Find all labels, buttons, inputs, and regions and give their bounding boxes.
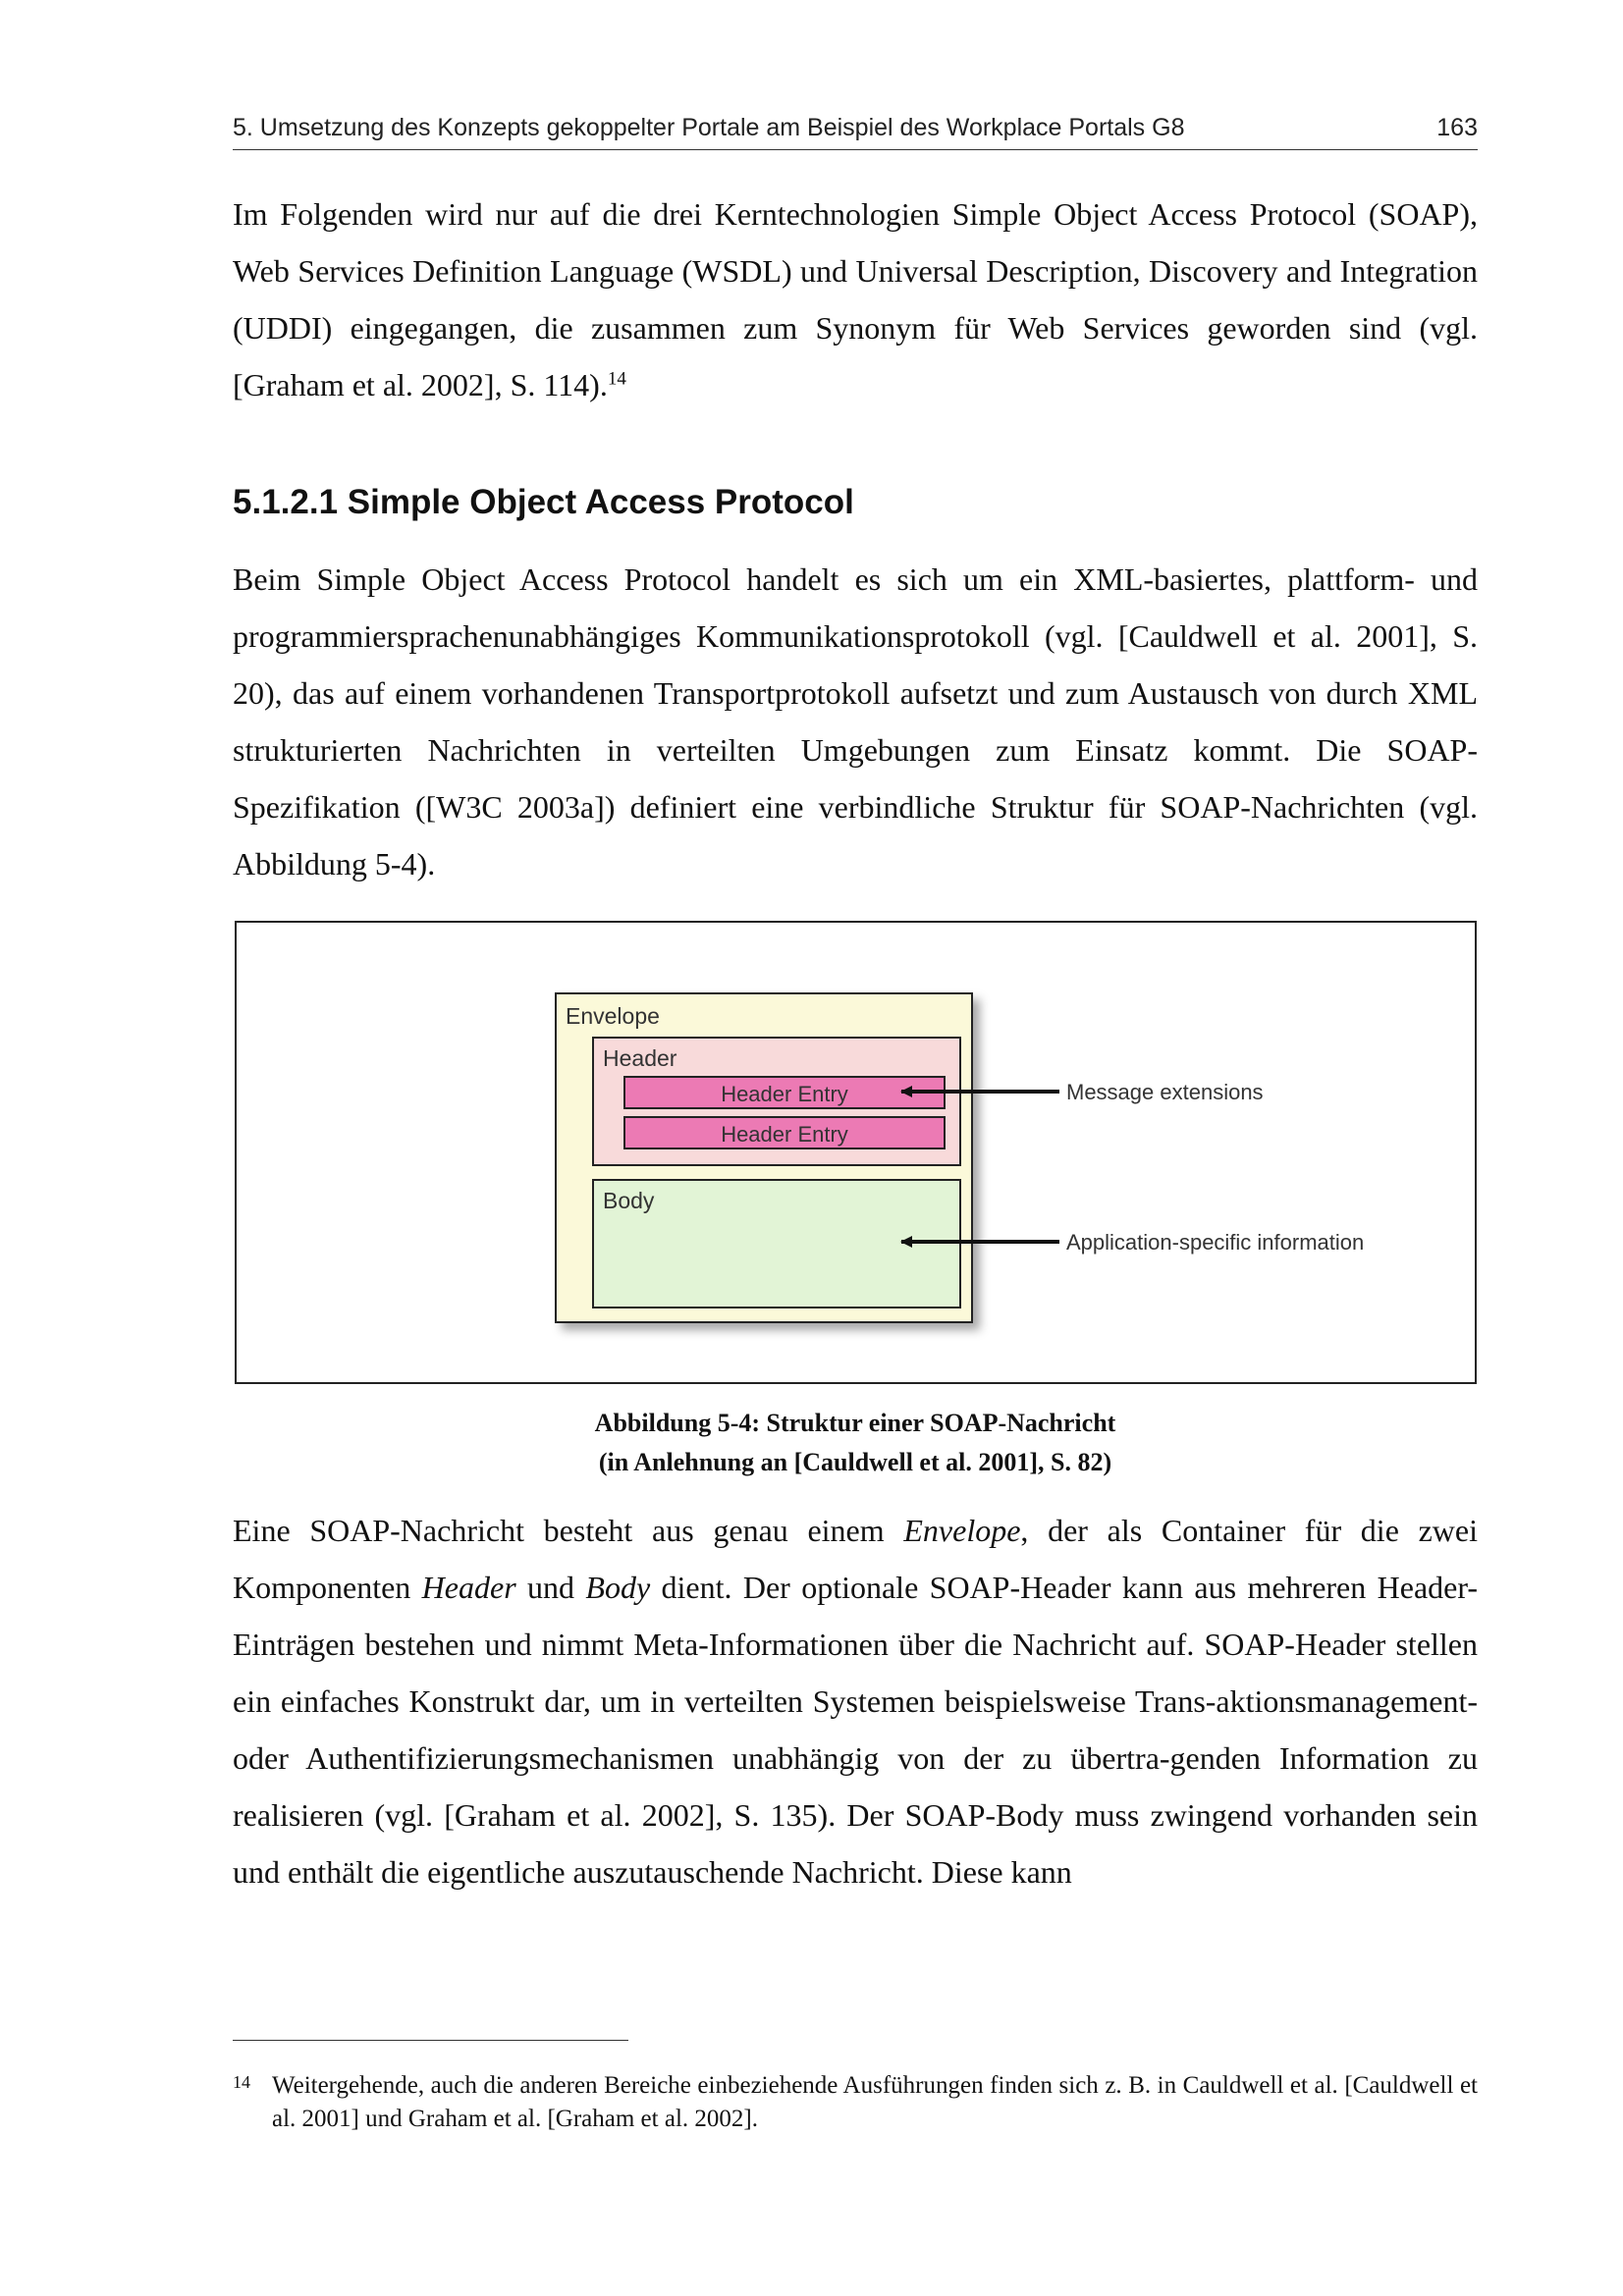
figure-caption [233, 1404, 1478, 1482]
p2-text-2: , der als Container für die zwei Komponenten [233, 1513, 1479, 1605]
header-entry-2-label: Header Entry [721, 1122, 848, 1147]
p2-term-body: Body [585, 1570, 651, 1605]
intro-paragraph [233, 186, 1478, 413]
footnote [233, 2069, 1478, 2136]
header-label: Header [603, 1045, 677, 1071]
footnote-number: 14 [233, 2072, 250, 2092]
section-heading: 5.1.2.1 Simple Object Access Protocol [233, 483, 854, 521]
header-entry-1-label: Header Entry [721, 1082, 848, 1106]
soap-structure-diagram [237, 923, 1475, 1382]
p2-text-3: und [515, 1570, 586, 1605]
body-label: Body [603, 1188, 655, 1213]
footnote-text: Weitergehende, auch die anderen Bereiche einbeziehende Ausführungen finden sich z. B. in Cauldwell et al. [Cauldwell et al. 2001] und Graham et al. [Graham et al. 2002]. [272, 2072, 1478, 2132]
figure-frame [235, 921, 1477, 1384]
footnote-ref[interactable]: 14 [607, 368, 626, 390]
page-number: 163 [1436, 114, 1478, 141]
p2-term-envelope: Envelope [903, 1513, 1021, 1548]
p2-text-1: Eine SOAP-Nachricht besteht aus genau einem [233, 1513, 904, 1548]
section-paragraph-2 [233, 1502, 1478, 1900]
envelope-label: Envelope [566, 1003, 660, 1029]
footnote-separator [233, 2040, 628, 2041]
caption-line-1: Abbildung 5-4: Struktur einer SOAP-Nachricht [594, 1409, 1116, 1437]
annotation-message-extensions: Message extensions [1066, 1080, 1264, 1104]
header-box [593, 1038, 960, 1165]
caption-line-2: (in Anlehnung an [Cauldwell et al. 2001], S. 82) [598, 1448, 1112, 1476]
section-paragraph-1: Beim Simple Object Access Protocol handelt es sich um ein XML-basiertes, plattform- und programmiersprachenunabhängiges Kommunikationsprotokoll (vgl. [Cauldwell et al. 2001], S. 20), das auf einem vorhandenen Transportprotokoll aufsetzt und zum Austausch von durch XML strukturierten Nachrichten in verteilten Umgebungen zum Einsatz kommt. Die SOAP-Spezifikation ([W3C 2003a]) definiert eine verbindliche Struktur für SOAP-Nachrichten (vgl. Abbildung 5-4). [233, 561, 1478, 881]
running-header [233, 112, 1478, 150]
intro-text: Im Folgenden wird nur auf die drei Kerntechnologien Simple Object Access Protocol (SOAP), Web Services Definition Language (WSDL) und Universal Description, Discovery and Integration (UDDI) eingegangen, die zusammen zum Synonym für Web Services geworden sind (vgl. [Graham et al. 2002], S. 114). [233, 196, 1478, 402]
p2-term-header: Header [421, 1570, 516, 1605]
p2-text-4: dient. Der optionale SOAP-Header kann aus mehreren Header-Einträgen bestehen und nimmt Meta-Informationen über die Nachricht auf. SOAP-Header stellen ein einfaches Konstrukt dar, um in verteilten Systemen beispielsweise Trans-aktionsmanagement- oder Authentifizierungsmechanismen unabhängig von der zu übertra-genden Information zu realisieren (vgl. [Graham et al. 2002], S. 135). Der SOAP-Body muss zwingend vorhanden sein und enthält die eigentliche auszutauschende Nachricht. Diese kann [233, 1570, 1479, 1890]
running-header-title: 5. Umsetzung des Konzepts gekoppelter Portale am Beispiel des Workplace Portals G8 [233, 114, 1185, 141]
annotation-application-info: Application-specific information [1066, 1230, 1365, 1255]
